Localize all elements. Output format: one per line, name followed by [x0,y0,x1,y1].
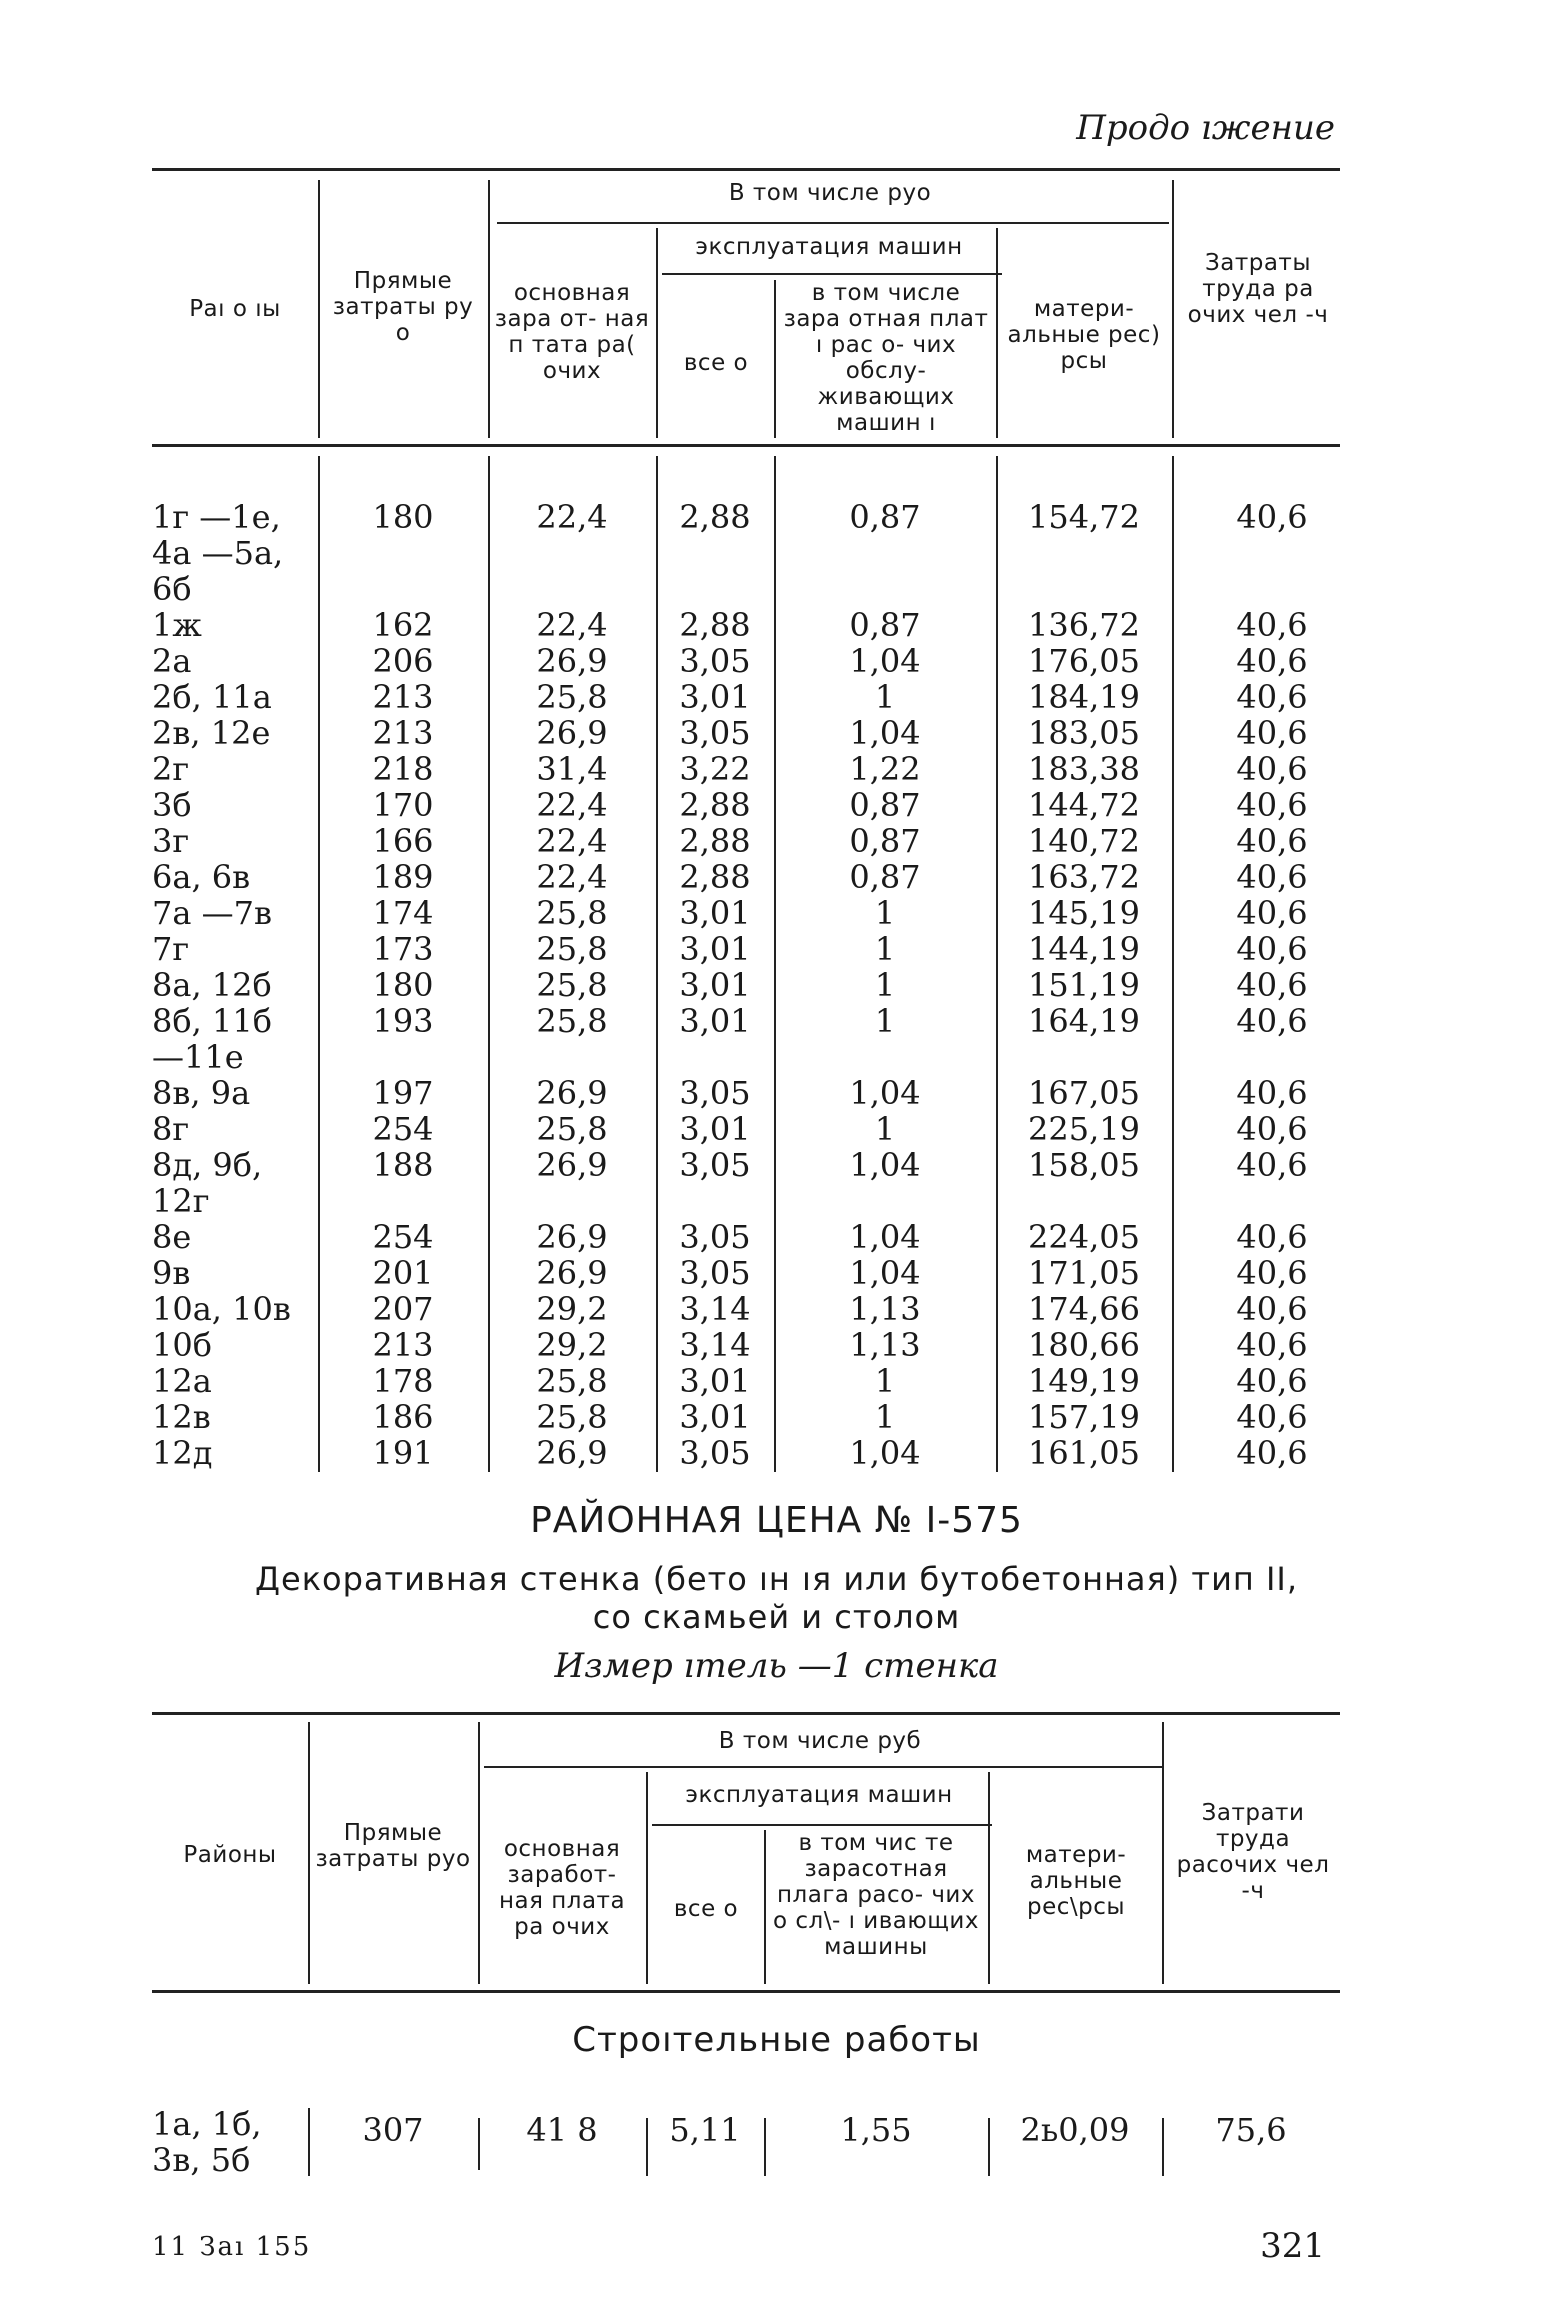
row-region: 12а [152,1362,212,1400]
row-labor: 40,6 [1236,1290,1308,1328]
row-wage: 25,8 [536,1362,608,1400]
row-materials: 184,19 [1028,678,1140,716]
row-region: 1г —1е, 4а —5а, 6б [152,498,284,608]
row-labor: 40,6 [1236,642,1308,680]
measurement-unit: Измер ıтель —1 стенка [554,1646,999,1686]
table1-header-rule [152,444,1340,447]
row-region: 8в, 9а [152,1074,251,1112]
row-direct: 166 [372,822,434,860]
row-direct: 188 [372,1146,434,1184]
row-machine-wage: 1,04 [849,642,921,680]
row-wage: 25,8 [536,1398,608,1436]
header-direct-costs: Прямые затраты ру о [332,268,474,346]
row-labor: 40,6 [1236,498,1308,536]
row-total: 3,05 [679,1074,751,1112]
row-direct: 213 [372,714,434,752]
row-direct: 162 [372,606,434,644]
row-wage: 26,9 [536,1146,608,1184]
row-labor: 40,6 [1236,894,1308,932]
row-labor: 40,6 [1236,1434,1308,1472]
row-region: 3г [152,822,190,860]
row-materials: 163,72 [1028,858,1140,896]
header-labor: Затраты труда ра очих чел -ч [1187,250,1329,328]
row-labor: 40,6 [1236,930,1308,968]
header-direct-costs: Прямые затраты руо [315,1820,471,1872]
row-total: 3,01 [679,894,751,932]
price-title: РАЙОННАЯ ЦЕНА № I-575 [530,1500,1023,1541]
row-region: 10а, 10в [152,1290,291,1328]
row-direct: 201 [372,1254,434,1292]
row-total: 3,01 [679,966,751,1004]
row-region: 2б, 11а [152,678,272,716]
row-total: 2,88 [679,498,751,536]
row-machine-wage: 0,87 [849,858,921,896]
price-subtitle-line-1: Декоративная стенка (бето ıн ıя или бутобетонная) тип II, [255,1560,1298,1598]
row-materials: 176,05 [1028,642,1140,680]
header-operator-wage: в том чис те зарасотная плага расо- чих о сл\- ı ивающих машины [773,1830,979,1960]
header-including: В том числе руо [728,180,932,206]
row-machine-wage: 0,87 [849,822,921,860]
table1-incl-rule [497,222,1169,224]
row-labor: 40,6 [1236,1002,1308,1040]
row-total: 3,14 [679,1290,751,1328]
row-total: 3,01 [679,1398,751,1436]
row-wage: 25,8 [536,894,608,932]
row-materials: 136,72 [1028,606,1140,644]
row-region: 2г [152,750,190,788]
table2-machines-rule [652,1824,992,1826]
row-machine-wage: 1,04 [849,714,921,752]
row-region: 12в [152,1398,211,1436]
row-region: 9в [152,1254,191,1292]
row-total: 2,88 [679,786,751,824]
row-direct: 193 [372,1002,434,1040]
row-machine-wage: 1,55 [840,2111,912,2149]
row-total: 3,05 [679,1146,751,1184]
row-machine-wage: 1,04 [849,1434,921,1472]
printer-mark: 11 Заı 155 [152,2232,312,2262]
row-machine-wage: 1,13 [849,1290,921,1328]
row-region: 8г [152,1110,190,1148]
row-machine-wage: 0,87 [849,498,921,536]
row-direct: 173 [372,930,434,968]
row-region: 3б [152,786,192,824]
row-total: 2,88 [679,858,751,896]
row-region: 1ж [152,606,202,644]
row-labor: 40,6 [1236,858,1308,896]
row-wage: 25,8 [536,678,608,716]
row-direct: 180 [372,966,434,1004]
table2-header-rule [152,1990,1340,1993]
table1-hdr-vline [318,180,320,438]
row-machine-wage: 1 [874,1398,896,1436]
row-wage: 26,9 [536,1218,608,1256]
row-direct: 197 [372,1074,434,1112]
row-direct: 207 [372,1290,434,1328]
table2-hdr-vline [646,1772,648,1984]
row-materials: 183,38 [1028,750,1140,788]
continuation-label: Продо ıжение [1076,108,1335,148]
header-base-wage: основная заработ- ная плата ра очих [498,1836,626,1940]
price-subtitle-line-2: со скамьей и столом [592,1598,961,1636]
row-machine-wage: 1 [874,678,896,716]
row-direct: 307 [362,2111,424,2149]
table1-hdr-vline [774,280,776,438]
header-total: все о [683,350,749,376]
section-title: Строıтельные работы [572,2020,981,2060]
row-materials: 157,19 [1028,1398,1140,1436]
table2-hdr-vline [764,1830,766,1984]
row-labor: 40,6 [1236,786,1308,824]
row-total: 3,05 [679,1218,751,1256]
row-materials: 164,19 [1028,1002,1140,1040]
row-materials: 161,05 [1028,1434,1140,1472]
row-total: 3,01 [679,930,751,968]
row-region: 1а, 1б, 3в, 5б [152,2105,262,2179]
table1-machines-rule [662,273,1002,275]
table2-top-rule [152,1712,1340,1715]
row-total: 5,11 [669,2111,741,2149]
row-materials: 144,19 [1028,930,1140,968]
row-materials: 140,72 [1028,822,1140,860]
row-direct: 206 [372,642,434,680]
row-materials: 2ь0,09 [1020,2111,1130,2149]
row-machine-wage: 1 [874,1110,896,1148]
row-region: 12д [152,1434,213,1472]
row-total: 3,01 [679,1002,751,1040]
row-region: 8д, 9б, 12г [152,1146,263,1220]
row-total: 3,14 [679,1326,751,1364]
row-wage: 26,9 [536,714,608,752]
row-wage: 29,2 [536,1290,608,1328]
row-materials: 167,05 [1028,1074,1140,1112]
row-wage: 26,9 [536,642,608,680]
row-wage: 25,8 [536,966,608,1004]
row-wage: 22,4 [536,498,608,536]
row-region: 10б [152,1326,212,1364]
header-materials: матери- альные рес) рсы [1007,296,1161,374]
header-including: В том числе руб [718,1728,922,1754]
table2-hdr-vline [988,1772,990,1984]
row-direct: 180 [372,498,434,536]
row-machine-wage: 1 [874,1362,896,1400]
header-regions: Районы [183,1842,277,1868]
row-labor: 40,6 [1236,1110,1308,1148]
row-labor: 40,6 [1236,606,1308,644]
header-machine-operation: эксплуатация машин [685,1782,953,1808]
header-materials: матери- альные рес\рсы [1025,1842,1127,1920]
row-region: 7а —7в [152,894,272,932]
row-region: 2а [152,642,192,680]
row-machine-wage: 1 [874,930,896,968]
row-machine-wage: 1,04 [849,1254,921,1292]
header-machine-operation: эксплуатация машин [695,234,963,260]
table2-hdr-vline [478,1722,480,1984]
row-wage: 22,4 [536,858,608,896]
row-materials: 144,72 [1028,786,1140,824]
row-labor: 40,6 [1236,822,1308,860]
row-direct: 174 [372,894,434,932]
row-total: 3,05 [679,642,751,680]
row-machine-wage: 1 [874,966,896,1004]
row-total: 3,05 [679,714,751,752]
price-subtitle [0,1560,1553,1636]
header-total: все о [673,1896,739,1922]
row-wage: 25,8 [536,1002,608,1040]
table1-hdr-vline [1172,180,1174,438]
row-wage: 22,4 [536,786,608,824]
row-wage: 22,4 [536,606,608,644]
row-total: 3,01 [679,1110,751,1148]
row-machine-wage: 1,04 [849,1146,921,1184]
row-labor: 40,6 [1236,1254,1308,1292]
row-machine-wage: 1 [874,894,896,932]
row-region: 7г [152,930,190,968]
header-operator-wage: в том числе зара отная плат ı рас о- чих обслу- живающих машин ı [783,280,989,436]
row-total: 3,01 [679,1362,751,1400]
row-region: 8б, 11б —11е [152,1002,272,1076]
row-total: 3,05 [679,1254,751,1292]
row-materials: 154,72 [1028,498,1140,536]
row-labor: 40,6 [1236,714,1308,752]
row-direct: 254 [372,1110,434,1148]
row-region: 2в, 12е [152,714,271,752]
table2-hdr-vline [1162,1722,1164,1984]
row-direct: 170 [372,786,434,824]
row-materials: 183,05 [1028,714,1140,752]
row-direct: 189 [372,858,434,896]
row-machine-wage: 0,87 [849,606,921,644]
row-wage: 26,9 [536,1254,608,1292]
row-total: 2,88 [679,822,751,860]
row-labor: 40,6 [1236,750,1308,788]
table1-hdr-vline [656,228,658,438]
table2-hdr-vline [308,1722,310,1984]
row-direct: 218 [372,750,434,788]
row-machine-wage: 1 [874,1002,896,1040]
row-wage: 41 8 [526,2111,598,2149]
row-wage: 29,2 [536,1326,608,1364]
row-labor: 40,6 [1236,1146,1308,1184]
row-direct: 191 [372,1434,434,1472]
row-direct: 254 [372,1218,434,1256]
row-wage: 31,4 [536,750,608,788]
row-materials: 224,05 [1028,1218,1140,1256]
row-materials: 171,05 [1028,1254,1140,1292]
row-total: 3,22 [679,750,751,788]
row-materials: 225,19 [1028,1110,1140,1148]
row-region: 8а, 12б [152,966,272,1004]
header-regions: Раı о ıы [189,296,281,322]
row-total: 3,01 [679,678,751,716]
table2-incl-rule [484,1766,1162,1768]
row-region: 8е [152,1218,192,1256]
row-labor: 40,6 [1236,1362,1308,1400]
row-region: 6а, 6в [152,858,251,896]
row-direct: 213 [372,1326,434,1364]
header-labor: Затрати труда расочих чел -ч [1176,1800,1330,1904]
row-labor: 40,6 [1236,678,1308,716]
row-labor: 40,6 [1236,1398,1308,1436]
row-machine-wage: 1,22 [849,750,921,788]
row-labor: 75,6 [1215,2111,1287,2149]
row-wage: 26,9 [536,1074,608,1112]
row-labor: 40,6 [1236,1218,1308,1256]
row-direct: 213 [372,678,434,716]
row-machine-wage: 0,87 [849,786,921,824]
row-materials: 180,66 [1028,1326,1140,1364]
table1-hdr-vline [488,180,490,438]
row-direct: 178 [372,1362,434,1400]
row-materials: 145,19 [1028,894,1140,932]
table1-top-rule [152,168,1340,171]
row-wage: 22,4 [536,822,608,860]
row-machine-wage: 1,13 [849,1326,921,1364]
row-wage: 25,8 [536,1110,608,1148]
row-wage: 25,8 [536,930,608,968]
row-total: 2,88 [679,606,751,644]
row-materials: 151,19 [1028,966,1140,1004]
row-wage: 26,9 [536,1434,608,1472]
row-materials: 158,05 [1028,1146,1140,1184]
row-materials: 174,66 [1028,1290,1140,1328]
header-base-wage: основная зара от- ная п тата ра( очих [494,280,650,384]
row-direct: 186 [372,1398,434,1436]
row-labor: 40,6 [1236,1074,1308,1112]
row-labor: 40,6 [1236,1326,1308,1364]
row-materials: 149,19 [1028,1362,1140,1400]
row-labor: 40,6 [1236,966,1308,1004]
row-machine-wage: 1,04 [849,1074,921,1112]
page-number: 321 [1260,2226,1325,2266]
row-total: 3,05 [679,1434,751,1472]
row-machine-wage: 1,04 [849,1218,921,1256]
